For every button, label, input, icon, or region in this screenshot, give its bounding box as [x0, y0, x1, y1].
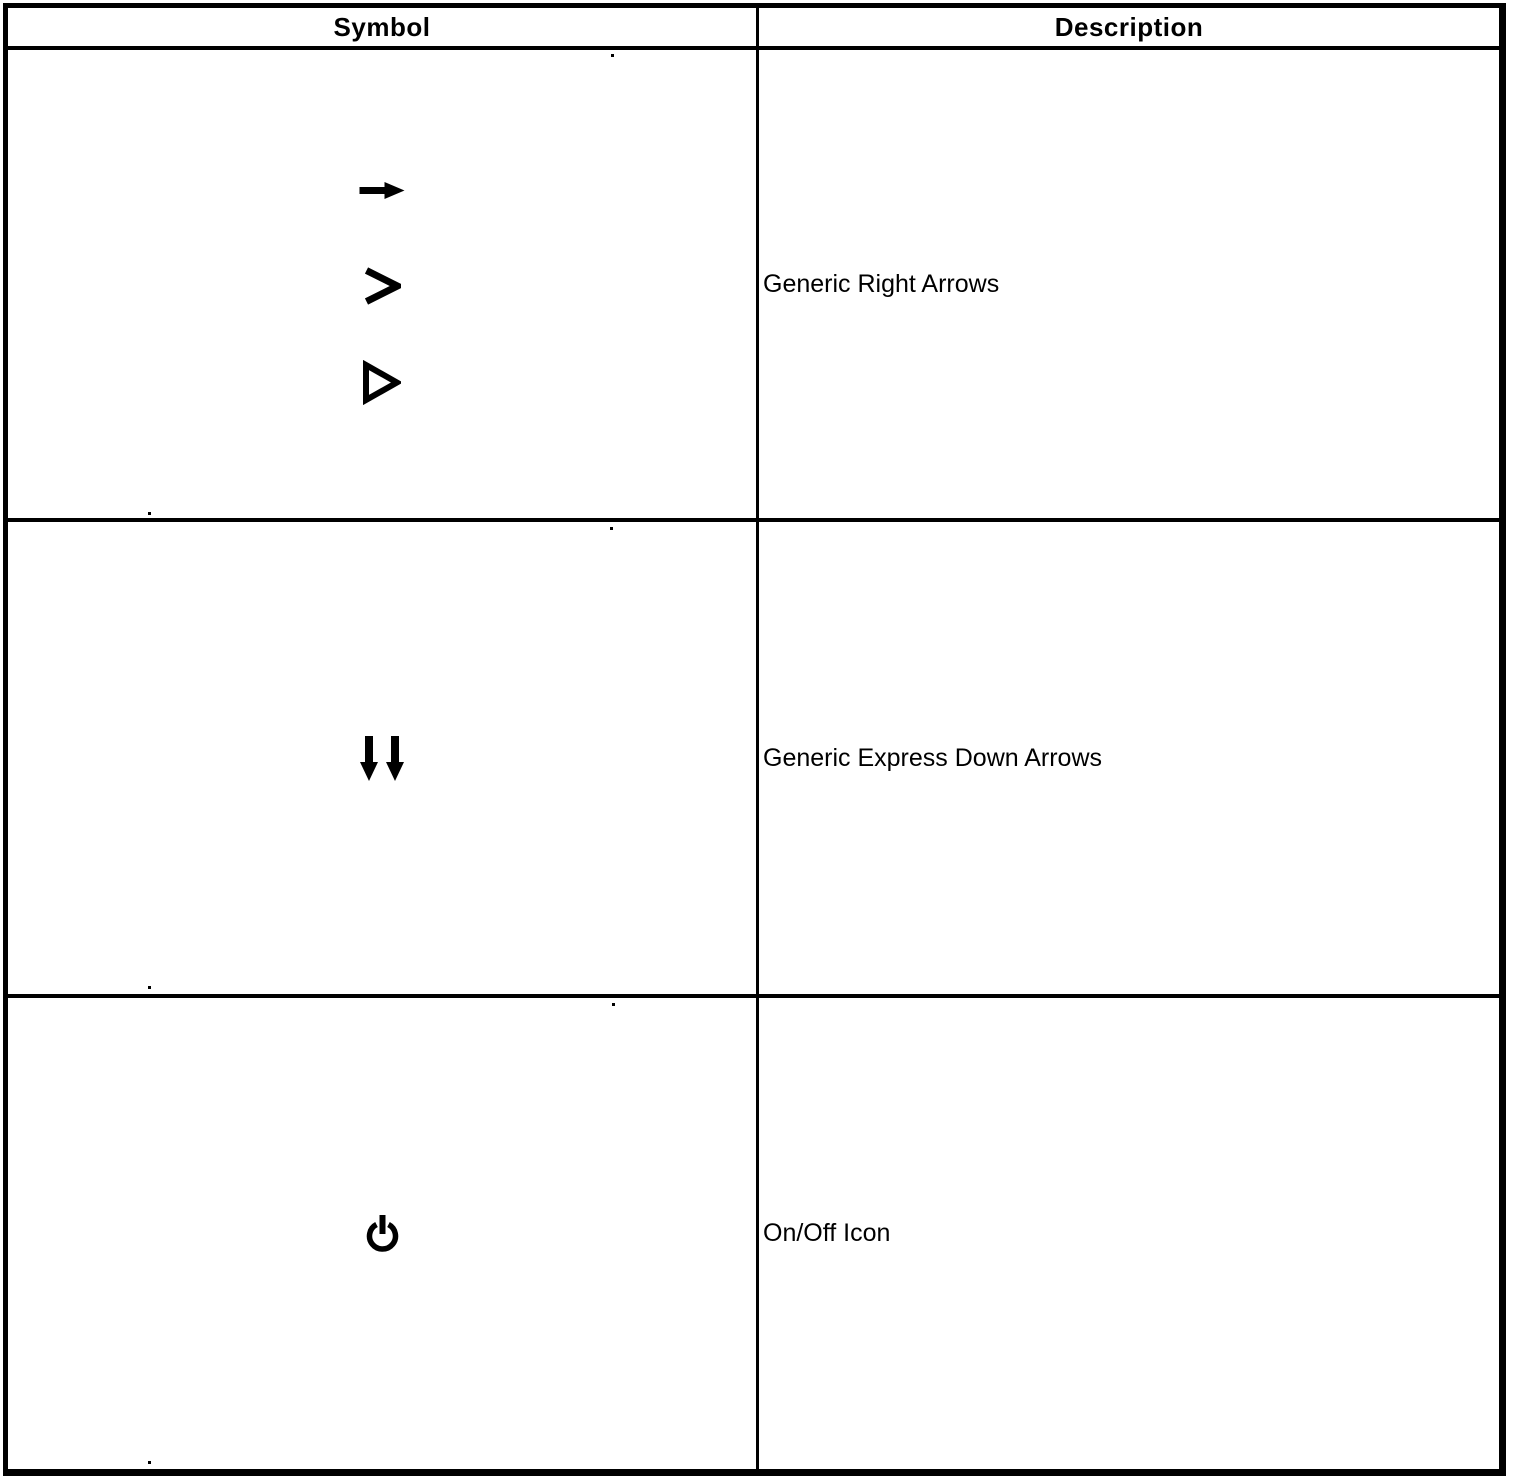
- row-1-description: Generic Right Arrows: [763, 269, 1000, 298]
- print-artifact-dot: [610, 527, 613, 530]
- row-3-description: On/Off Icon: [763, 1219, 891, 1247]
- symbol-description-table: [3, 3, 1506, 1476]
- greater-than-icon: [363, 267, 401, 305]
- header-symbol-label: Symbol: [333, 11, 431, 42]
- row-1-description-cell: [759, 50, 1499, 522]
- right-arrow-solid-icon: [360, 182, 405, 199]
- row-1-symbol-cell: [8, 50, 759, 522]
- header-cell-symbol: [8, 8, 759, 50]
- row-2-description: Generic Express Down Arrows: [763, 743, 1103, 772]
- row-3-symbol-cell: [8, 998, 759, 1469]
- right-triangle-outline-icon: [363, 360, 401, 405]
- header-description-label: Description: [1054, 11, 1204, 42]
- power-icon: [366, 1215, 399, 1253]
- print-artifact-dot: [611, 54, 614, 57]
- print-artifact-dot: [612, 1003, 615, 1006]
- header-cell-description: [759, 8, 1499, 50]
- row-2-symbol-cell: [8, 522, 759, 998]
- print-artifact-dot: [148, 986, 151, 989]
- row-3-description-cell: [759, 998, 1499, 1469]
- print-artifact-dot: [148, 512, 151, 515]
- row-2-description-cell: [759, 522, 1499, 998]
- print-artifact-dot: [148, 1461, 151, 1464]
- double-down-arrows-icon: [360, 736, 404, 781]
